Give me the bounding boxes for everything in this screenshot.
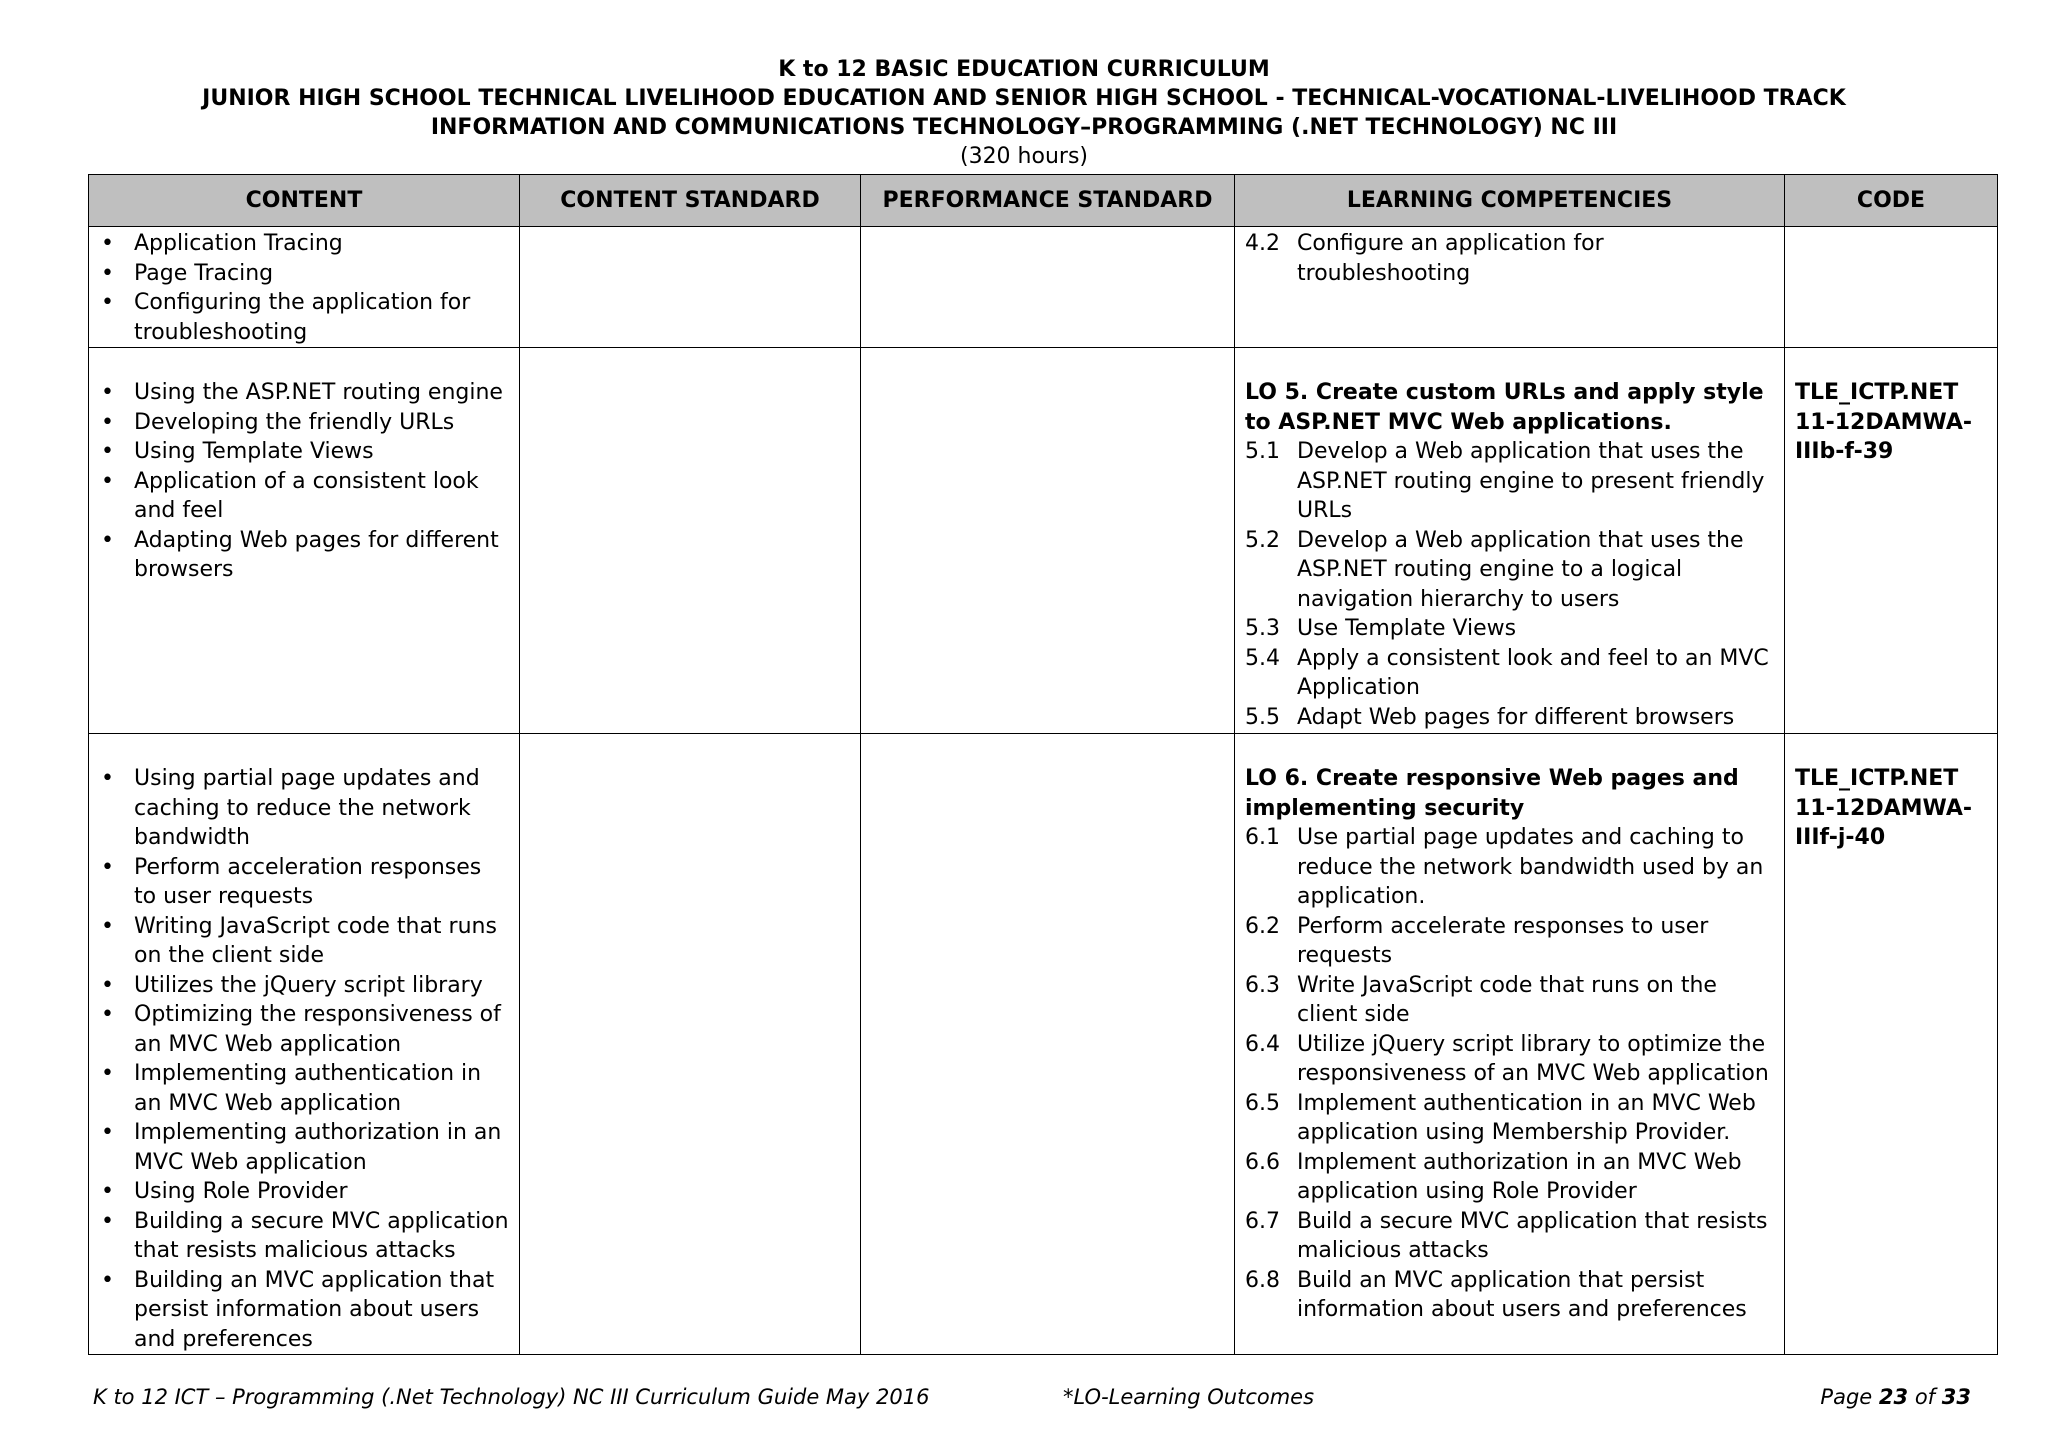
page-header xyxy=(0,55,2048,171)
footer-page-number xyxy=(1820,1382,1971,1412)
competency-item xyxy=(1245,229,1774,288)
page-label: Page xyxy=(1820,1385,1873,1409)
header-content: CONTENT xyxy=(89,175,520,227)
competency-text: Write JavaScript code that runs on the client side xyxy=(1297,972,1717,1027)
list-item: • Building an MVC application that persist information about users and preferences xyxy=(99,1266,509,1355)
page-of: of xyxy=(1914,1385,1936,1409)
performance-standard-cell xyxy=(861,734,1235,1355)
competency-item xyxy=(1245,971,1774,1030)
competency-item xyxy=(1245,912,1774,971)
competency-item xyxy=(1245,437,1774,526)
list-item: • Application Tracing xyxy=(99,229,509,259)
competency-text: Perform accelerate responses to user requests xyxy=(1297,913,1709,968)
competency-number: 5.2 xyxy=(1245,527,1280,553)
competency-number: 6.5 xyxy=(1245,1090,1280,1116)
content-cell xyxy=(89,227,520,348)
competencies-cell xyxy=(1235,734,1785,1355)
competency-text: Apply a consistent look and feel to an MVC Application xyxy=(1297,645,1769,700)
list-item: • Adapting Web pages for different browsers xyxy=(99,526,509,585)
competency-number: 5.1 xyxy=(1245,439,1280,464)
competency-number: 6.1 xyxy=(1245,825,1280,850)
header-learning-competencies: LEARNING COMPETENCIES xyxy=(1235,175,1785,227)
code-cell: TLE_ICTP.NET 11-12DAMWA-IIIf-j-40 xyxy=(1785,734,1998,1355)
competency-number: 4.2 xyxy=(1245,231,1280,256)
curriculum-table xyxy=(88,174,1998,1355)
competency-number: 5.5 xyxy=(1245,704,1280,730)
competencies-cell xyxy=(1235,348,1785,734)
list-item: • Using partial page updates and caching to reduce the network bandwidth xyxy=(99,764,509,853)
competency-text: Implement authorization in an MVC Web application using Role Provider xyxy=(1297,1149,1742,1204)
competency-text: Build a secure MVC application that resists malicious attacks xyxy=(1297,1208,1768,1263)
footer-guide-title: K to 12 ICT – Programming (.Net Technology) NC III Curriculum Guide May 2016 xyxy=(93,1385,930,1409)
performance-standard-cell xyxy=(861,348,1235,734)
competency-text: Build an MVC application that persist information about users and preferences xyxy=(1297,1267,1747,1322)
competency-item xyxy=(1245,823,1774,912)
page-total: 33 xyxy=(1941,1385,1971,1409)
competency-item xyxy=(1245,614,1774,644)
competency-text: Use partial page updates and caching to reduce the network bandwidth used by an application. xyxy=(1297,825,1764,909)
competency-text: Develop a Web application that uses the ASP.NET routing engine to a logical navigation hierarchy to users xyxy=(1297,527,1744,612)
competency-item xyxy=(1245,1207,1774,1266)
competency-number: 6.7 xyxy=(1245,1208,1280,1234)
competency-text: Utilize jQuery script library to optimize the responsiveness of an MVC Web application xyxy=(1297,1031,1769,1086)
code-cell: TLE_ICTP.NET 11-12DAMWA-IIIb-f-39 xyxy=(1785,348,1998,734)
header-code: CODE xyxy=(1785,175,1998,227)
list-item: • Utilizes the jQuery script library xyxy=(99,971,509,1001)
content-cell xyxy=(89,348,520,734)
header-performance-standard: PERFORMANCE STANDARD xyxy=(861,175,1235,227)
content-cell xyxy=(89,734,520,1355)
list-item: • Using Template Views xyxy=(99,437,509,467)
learning-outcome-title: LO 5. Create custom URLs and apply style to ASP.NET MVC Web applications. xyxy=(1245,380,1764,435)
page-footer xyxy=(0,1382,2048,1412)
competency-text: Adapt Web pages for different browsers xyxy=(1297,704,1735,730)
list-item: • Developing the friendly URLs xyxy=(99,408,509,438)
competency-text: Implement authentication in an MVC Web application using Membership Provider. xyxy=(1297,1090,1756,1145)
competency-item xyxy=(1245,1030,1774,1089)
header-line-2: JUNIOR HIGH SCHOOL TECHNICAL LIVELIHOOD EDUCATION AND SENIOR HIGH SCHOOL - TECHNICAL-VOCATIONAL-LIVELIHOOD TRACK xyxy=(202,86,1846,111)
content-standard-cell xyxy=(520,734,861,1355)
page-current: 23 xyxy=(1878,1385,1909,1409)
list-item: • Perform acceleration responses to user requests xyxy=(99,853,509,912)
list-item: • Page Tracing xyxy=(99,259,509,289)
table-header-row xyxy=(89,175,1998,227)
competency-number: 6.3 xyxy=(1245,972,1280,998)
competency-item xyxy=(1245,703,1774,733)
list-item: • Application of a consistent look and feel xyxy=(99,467,509,526)
code-cell xyxy=(1785,227,1998,348)
competency-text: Configure an application for troubleshooting xyxy=(1297,231,1604,286)
header-hours: (320 hours) xyxy=(959,144,1088,169)
table-row xyxy=(89,227,1998,348)
competency-number: 6.2 xyxy=(1245,913,1280,939)
competency-item xyxy=(1245,526,1774,615)
list-item: • Implementing authorization in an MVC Web application xyxy=(99,1118,509,1177)
competency-item xyxy=(1245,644,1774,703)
competency-text: Develop a Web application that uses the ASP.NET routing engine to present friendly URLs xyxy=(1297,439,1765,523)
competency-number: 6.6 xyxy=(1245,1149,1280,1175)
list-item: • Optimizing the responsiveness of an MVC Web application xyxy=(99,1000,509,1059)
list-item: • Using Role Provider xyxy=(99,1177,509,1207)
competency-number: 5.4 xyxy=(1245,645,1280,671)
competency-number: 5.3 xyxy=(1245,616,1280,641)
list-item: • Implementing authentication in an MVC Web application xyxy=(99,1059,509,1118)
competency-number: 6.8 xyxy=(1245,1267,1280,1293)
competency-text: Use Template Views xyxy=(1297,616,1517,641)
list-item: • Configuring the application for troubleshooting xyxy=(99,288,509,347)
header-line-3: INFORMATION AND COMMUNICATIONS TECHNOLOGY–PROGRAMMING (.NET TECHNOLOGY) NC III xyxy=(430,115,1618,140)
competency-item xyxy=(1245,1148,1774,1207)
list-item: • Building a secure MVC application that resists malicious attacks xyxy=(99,1207,509,1266)
performance-standard-cell xyxy=(861,227,1235,348)
footer-legend: *LO-Learning Outcomes xyxy=(1063,1385,1315,1409)
content-standard-cell xyxy=(520,227,861,348)
content-standard-cell xyxy=(520,348,861,734)
competency-item xyxy=(1245,1089,1774,1148)
competencies-cell xyxy=(1235,227,1785,348)
competency-number: 6.4 xyxy=(1245,1031,1280,1057)
table-row xyxy=(89,734,1998,1355)
list-item: • Using the ASP.NET routing engine xyxy=(99,378,509,408)
list-item: • Writing JavaScript code that runs on the client side xyxy=(99,912,509,971)
header-line-1: K to 12 BASIC EDUCATION CURRICULUM xyxy=(778,57,1270,82)
table-row xyxy=(89,348,1998,734)
header-content-standard: CONTENT STANDARD xyxy=(520,175,861,227)
competency-item xyxy=(1245,1266,1774,1325)
learning-outcome-title: LO 6. Create responsive Web pages and implementing security xyxy=(1245,766,1739,821)
